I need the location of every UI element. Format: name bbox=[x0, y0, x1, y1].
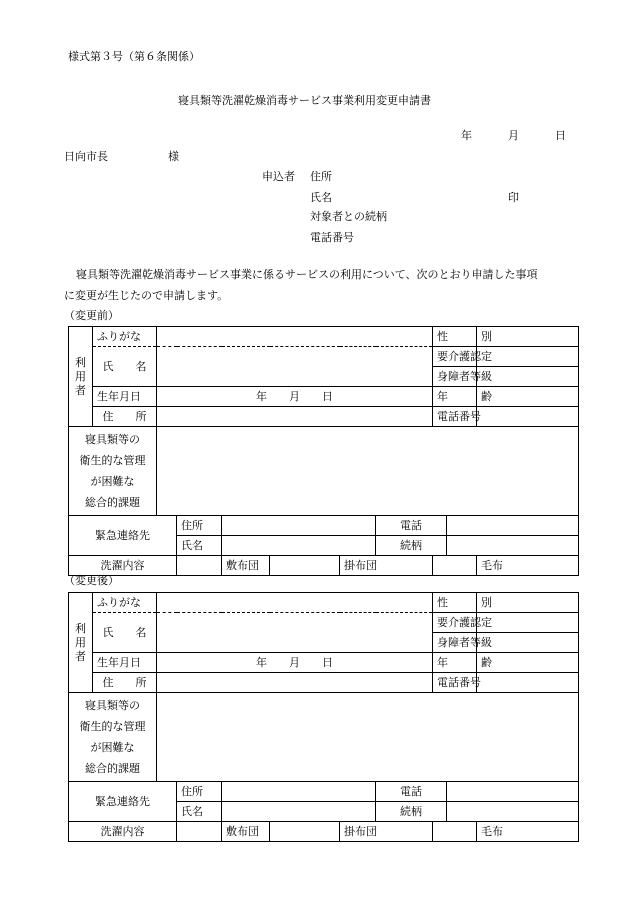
moufu-label: 毛布 bbox=[477, 556, 579, 576]
emergency-phone-label: 電話 bbox=[376, 782, 447, 802]
user-heading bbox=[69, 327, 93, 427]
furigana-field[interactable] bbox=[157, 593, 433, 613]
emergency-relation-field[interactable] bbox=[447, 802, 579, 822]
address-field[interactable] bbox=[157, 673, 433, 693]
emergency-address-label: 住所 bbox=[177, 516, 222, 536]
phone-field[interactable] bbox=[477, 407, 579, 427]
applicant-address-label: 住所 bbox=[310, 170, 332, 183]
care-level-label: 要介護認定 bbox=[433, 347, 477, 367]
user-char-3: 者 bbox=[75, 383, 86, 397]
kakebuton-check[interactable] bbox=[270, 822, 340, 842]
phone-label: 電話番号 bbox=[433, 673, 477, 693]
user-char-2: 用 bbox=[75, 369, 86, 383]
birth-label: 生年月日 bbox=[93, 387, 157, 407]
emergency-phone-field[interactable] bbox=[447, 782, 579, 802]
document-title: 寝具類等洗濯乾燥消毒サービス事業利用変更申請書 bbox=[178, 94, 431, 107]
issue-field[interactable] bbox=[157, 693, 579, 782]
moufu-label: 毛布 bbox=[477, 822, 579, 842]
kakebuton-check[interactable] bbox=[270, 556, 340, 576]
date-day: 日 bbox=[555, 129, 566, 142]
applicant-relation-label: 対象者との続柄 bbox=[310, 210, 387, 223]
name-label: 氏 名 bbox=[93, 347, 157, 387]
address-label: 住 所 bbox=[93, 407, 157, 427]
address-label: 住 所 bbox=[93, 673, 157, 693]
issue-line-4: 総合的課題 bbox=[85, 496, 140, 509]
form-table-before bbox=[68, 326, 579, 576]
age-label: 年 齢 bbox=[433, 653, 477, 673]
issue-line-2: 衛生的な管理 bbox=[79, 454, 146, 467]
emergency-name-label: 氏名 bbox=[177, 536, 222, 556]
furigana-field[interactable] bbox=[157, 327, 433, 347]
gender-label: 性 別 bbox=[433, 593, 477, 613]
user-char-1: 利 bbox=[75, 355, 86, 369]
applicant-phone-label: 電話番号 bbox=[310, 231, 354, 244]
moufu-check[interactable] bbox=[433, 822, 477, 842]
emergency-address-field[interactable] bbox=[222, 516, 376, 536]
emergency-phone-field[interactable] bbox=[447, 516, 579, 536]
issue-label bbox=[69, 693, 157, 782]
kakebuton-label: 掛布団 bbox=[340, 556, 433, 576]
age-label: 年 齢 bbox=[433, 387, 477, 407]
issue-line-4: 総合的課題 bbox=[85, 762, 140, 775]
issue-field[interactable] bbox=[157, 427, 579, 516]
issue-label bbox=[69, 427, 157, 516]
issue-line-1: 寝具類等の bbox=[85, 433, 140, 446]
shikibuton-check[interactable] bbox=[177, 556, 222, 576]
form-number: 様式第３号（第６条関係） bbox=[68, 50, 200, 63]
care-level-label: 要介護認定 bbox=[433, 613, 477, 633]
furigana-label: ふりがな bbox=[93, 327, 157, 347]
emergency-label: 緊急連絡先 bbox=[69, 782, 177, 822]
section-before-label: （変更前） bbox=[64, 309, 119, 322]
emergency-label: 緊急連絡先 bbox=[69, 516, 177, 556]
birth-field[interactable]: 年 月 日 bbox=[157, 653, 433, 673]
date-month: 月 bbox=[508, 129, 519, 142]
emergency-relation-field[interactable] bbox=[447, 536, 579, 556]
emergency-relation-label: 続柄 bbox=[376, 536, 447, 556]
name-label: 氏 名 bbox=[93, 613, 157, 653]
form-table-after bbox=[68, 592, 579, 842]
laundry-label: 洗濯内容 bbox=[69, 822, 177, 842]
emergency-phone-label: 電話 bbox=[376, 516, 447, 536]
phone-field[interactable] bbox=[477, 673, 579, 693]
applicant-name-label: 氏名 bbox=[310, 191, 332, 204]
user-char-3: 者 bbox=[75, 649, 86, 663]
issue-line-3: が困難な bbox=[90, 741, 135, 754]
user-heading bbox=[69, 593, 93, 693]
user-char-1: 利 bbox=[75, 621, 86, 635]
phone-label: 電話番号 bbox=[433, 407, 477, 427]
address-field[interactable] bbox=[157, 407, 433, 427]
emergency-name-field[interactable] bbox=[222, 802, 376, 822]
emergency-name-label: 氏名 bbox=[177, 802, 222, 822]
seal-mark: 印 bbox=[508, 191, 519, 204]
shikibuton-label: 敷布団 bbox=[222, 556, 270, 576]
body-line-2: に変更が生じたので申請します。 bbox=[64, 289, 229, 302]
name-field[interactable] bbox=[157, 347, 433, 387]
disability-label: 身障者等級 bbox=[433, 367, 477, 387]
applicant-label: 申込者 bbox=[262, 170, 295, 183]
emergency-relation-label: 続柄 bbox=[376, 802, 447, 822]
issue-line-2: 衛生的な管理 bbox=[79, 720, 146, 733]
emergency-name-field[interactable] bbox=[222, 536, 376, 556]
addressee: 日向市長 bbox=[64, 150, 108, 163]
emergency-address-field[interactable] bbox=[222, 782, 376, 802]
birth-label: 生年月日 bbox=[93, 653, 157, 673]
issue-line-1: 寝具類等の bbox=[85, 699, 140, 712]
birth-field[interactable]: 年 月 日 bbox=[157, 387, 433, 407]
furigana-label: ふりがな bbox=[93, 593, 157, 613]
laundry-label: 洗濯内容 bbox=[69, 556, 177, 576]
gender-label: 性 別 bbox=[433, 327, 477, 347]
user-char-2: 用 bbox=[75, 635, 86, 649]
emergency-address-label: 住所 bbox=[177, 782, 222, 802]
honorific: 様 bbox=[168, 150, 179, 163]
date-year: 年 bbox=[461, 129, 472, 142]
issue-line-3: が困難な bbox=[90, 475, 135, 488]
shikibuton-check[interactable] bbox=[177, 822, 222, 842]
section-after-label: （変更後） bbox=[64, 574, 119, 587]
body-line-1: 寝具類等洗濯乾燥消毒サービス事業に係るサービスの利用について、次のとおり申請した事項 bbox=[76, 268, 538, 281]
kakebuton-label: 掛布団 bbox=[340, 822, 433, 842]
shikibuton-label: 敷布団 bbox=[222, 822, 270, 842]
moufu-check[interactable] bbox=[433, 556, 477, 576]
disability-label: 身障者等級 bbox=[433, 633, 477, 653]
name-field[interactable] bbox=[157, 613, 433, 653]
